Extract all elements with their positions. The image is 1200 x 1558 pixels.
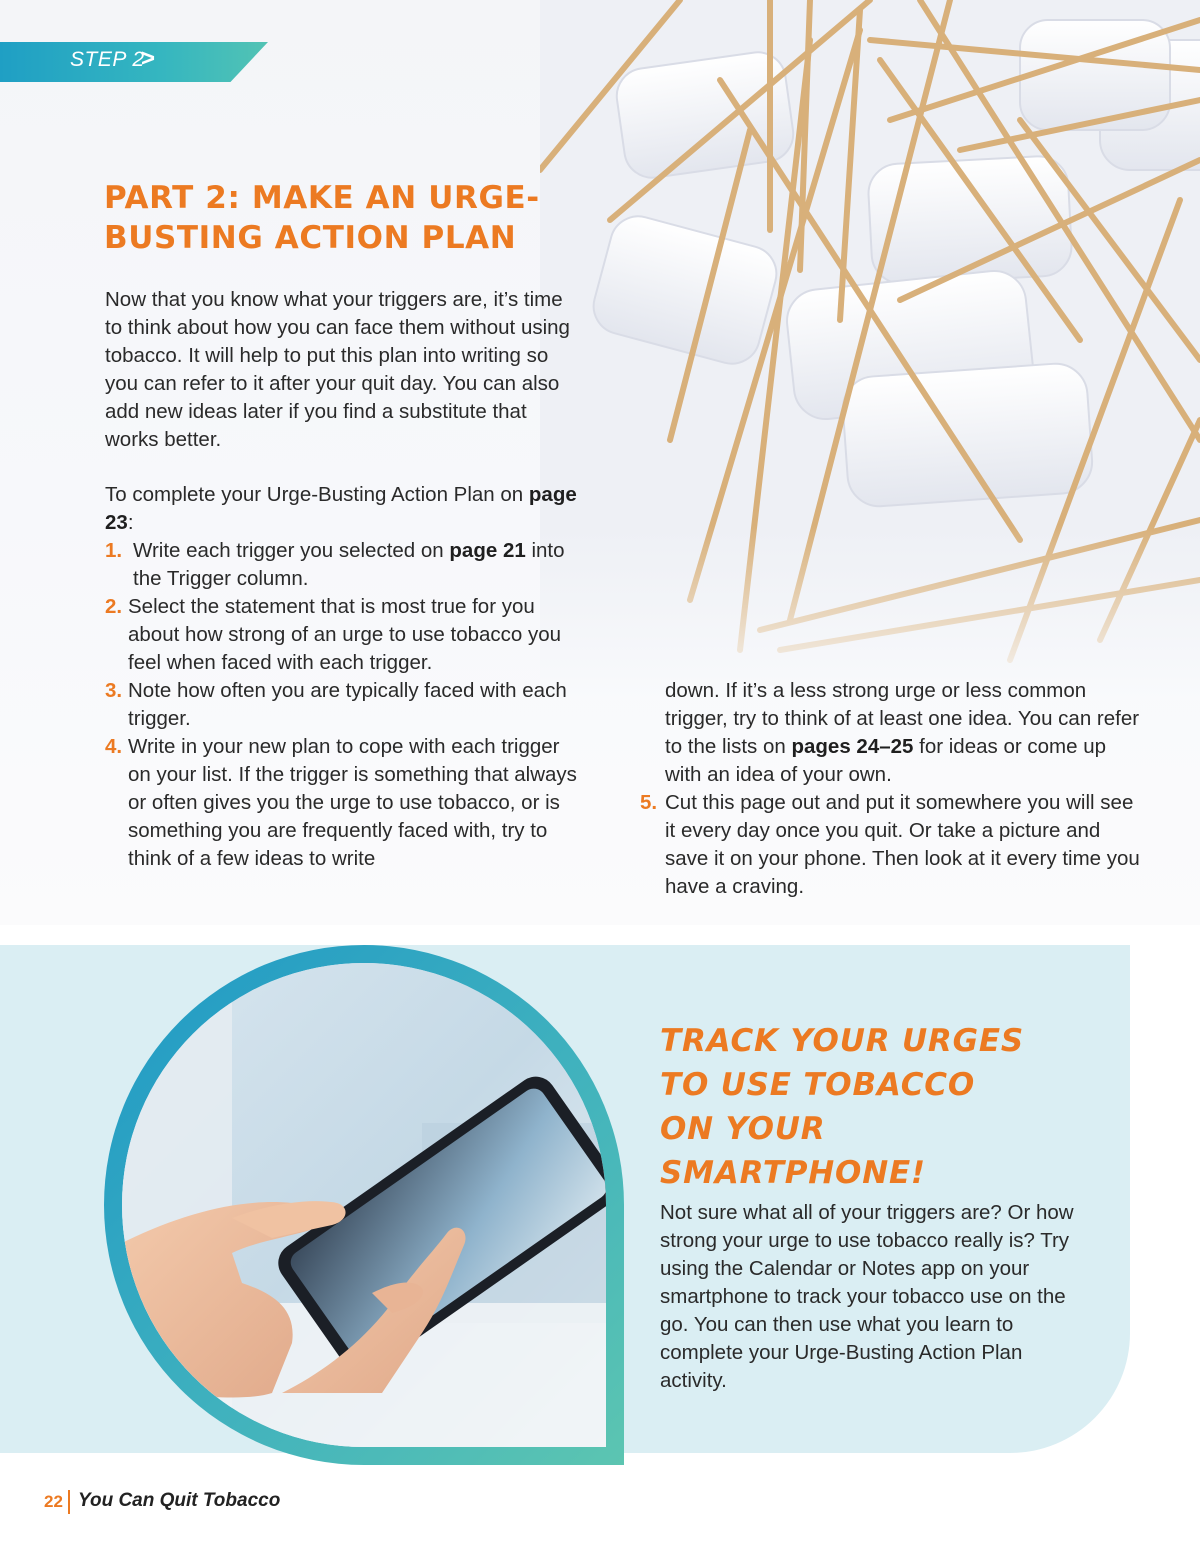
page-number: 22 xyxy=(44,1492,63,1511)
step-number: 2. xyxy=(105,595,123,618)
step-number: 4. xyxy=(105,735,123,758)
gum-toothpicks-photo xyxy=(540,0,1200,700)
list-item: 3. Note how often you are typically faced with each trigger. xyxy=(105,679,567,730)
step-number: 3. xyxy=(105,679,123,702)
page-reference: page 23 xyxy=(105,483,577,534)
step-number: 5. xyxy=(640,791,658,814)
step-label: STEP 2 xyxy=(70,48,145,71)
page-reference: page 21 xyxy=(449,539,526,562)
list-item: 1. Write each trigger you selected on page 21 into the Trigger column. xyxy=(105,539,565,590)
chevron-right-icon: > xyxy=(141,45,156,72)
steps-list-continued xyxy=(640,677,1140,901)
part-title: PART 2: MAKE AN URGE-BUSTING ACTION PLAN xyxy=(104,180,540,256)
list-item: 2. Select the statement that is most true for you about how strong of an urge to use tobacco you feel when faced with each trigger. xyxy=(105,595,562,674)
page-reference: pages 24–25 xyxy=(791,735,914,758)
list-item: 5. Cut this page out and put it somewhere you will see it every day once you quit. Or take a picture and save it on your phone. Then look at it every time you have a craving. xyxy=(640,791,1140,898)
hands-with-phone-illustration xyxy=(122,963,606,1447)
smartphone-photo xyxy=(122,963,606,1447)
list-item: 4. Write in your new plan to cope with each trigger on your list. If the trigger is something that always or often gives you the urge to use tobacco, or is something you are frequently faced with, try to think of a few ideas to write xyxy=(105,735,577,870)
complete-instructions: To complete your Urge-Busting Action Plan on page 23: xyxy=(105,483,577,534)
footer-document-title: You Can Quit Tobacco xyxy=(78,1490,281,1511)
complete-lead: To complete your Urge-Busting Action Plan on xyxy=(105,483,529,506)
callout-title: TRACK YOUR URGES TO USE TOBACCO ON YOUR SMARTPHONE! xyxy=(660,1023,1024,1191)
list-item: down. If it’s a less strong urge or less common trigger, try to think of at least one idea. You can refer to the lists on pages 24–25 for ideas or come up with an idea of your own. xyxy=(665,679,1140,786)
step-number: 1. xyxy=(105,539,123,562)
footer-divider xyxy=(68,1490,70,1514)
intro-paragraph: Now that you know what your triggers are, it’s time to think about how you can face them without using tobacco. It will help to put this plan into writing so you can refer to it after your quit day. You can also add new ideas later if you find a substitute that works better. xyxy=(105,288,570,451)
callout-body: Not sure what all of your triggers are? Or how strong your urge to use tobacco really is? Try using the Calendar or Notes app on your smartphone to track your tobacco use on the go. You can then use what you learn to complete your Urge-Busting Action Plan activity. xyxy=(660,1201,1074,1392)
steps-list xyxy=(105,537,585,873)
